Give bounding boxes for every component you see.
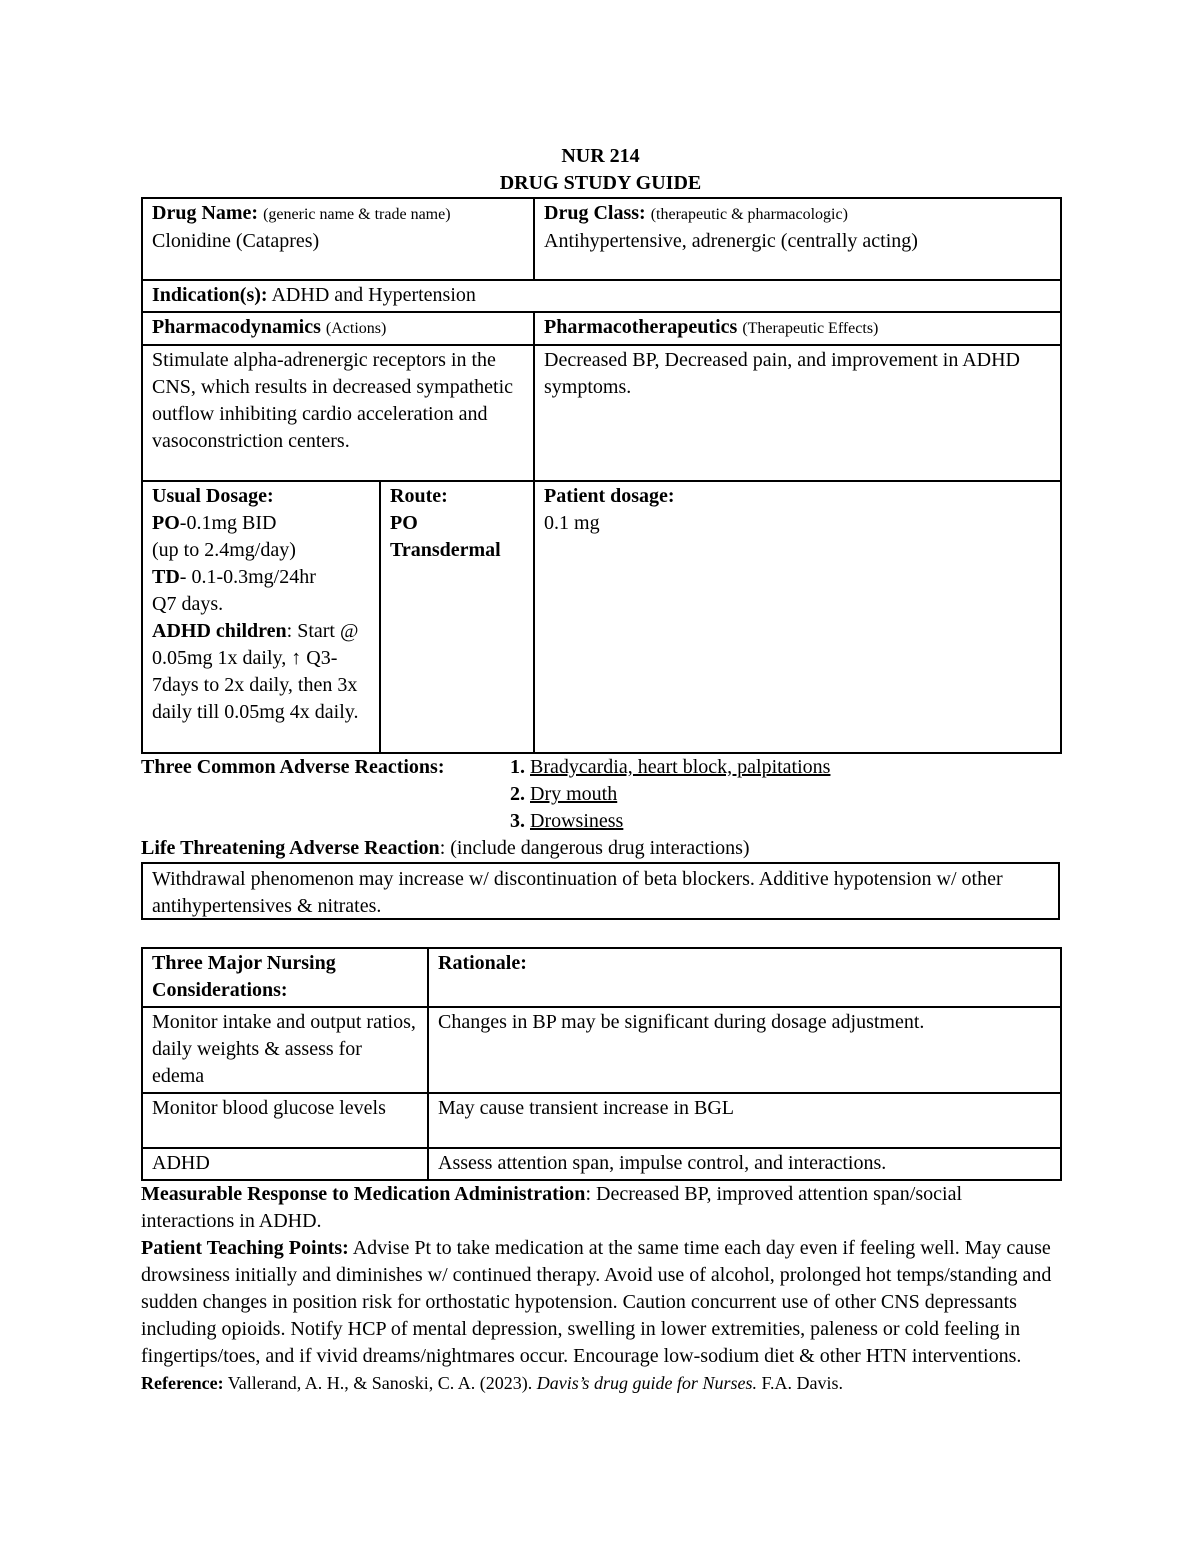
adverse-item-number: 2. [510,783,525,805]
life-threatening-label: Life Threatening Adverse Reaction [141,837,440,859]
reference [141,1370,1060,1397]
indication-cell [142,280,1061,312]
route-cell [380,481,534,753]
consideration-cell: Monitor blood glucose levels [142,1093,428,1148]
patient-dosage-cell [534,481,1061,753]
pharmacodynamics-cell [142,345,534,481]
drug-info-table [141,197,1062,754]
route-transdermal: Transdermal [390,539,501,561]
indication-value: ADHD and Hypertension [271,284,476,306]
drug-class-value: Antihypertensive, adrenergic (centrally acting) [544,230,918,252]
table-row [142,1007,1061,1093]
pharmacotherapeutics-hint: (Therapeutic Effects) [742,320,879,337]
adverse-item-number: 1. [510,756,525,778]
reference-title: Davis’s drug guide for Nurses. [536,1373,757,1393]
adverse-label: Three Common Adverse Reactions: [141,756,445,778]
life-threatening-value: Withdrawal phenomenon may increase w/ discontinuation of beta blockers. Additive hypotension w/ other antihypertensives & nitrates. [152,868,1003,917]
adverse-item [141,754,1060,781]
measurable-response [141,1181,1060,1235]
drug-name-value: Clonidine (Catapres) [152,230,320,252]
patient-dosage-value: 0.1 mg [544,512,600,534]
route-label: Route: [390,485,448,507]
pharmacotherapeutics-value: Decreased BP, Decreased pain, and improvement in ADHD symptoms. [544,349,1020,398]
drug-study-guide [141,143,1060,1397]
table-row [142,1093,1061,1148]
life-threatening-box [141,862,1060,920]
rationale-col-header: Rationale: [428,948,1061,1007]
adverse-item [141,781,1060,808]
rationale-cell: Changes in BP may be significant during dosage adjustment. [428,1007,1061,1093]
drug-name-label: Drug Name: [152,202,259,224]
course-code: NUR 214 [561,145,640,167]
adhd-children-value: : Start @ 0.05mg 1x daily, ↑ Q3-7days to 2x daily, then 3x daily till 0.05mg 4x daily. [152,620,359,723]
header [141,143,1060,197]
pharmacodynamics-label: Pharmacodynamics [152,316,321,338]
adverse-item-text: Dry mouth [530,783,618,805]
measurable-label: Measurable Response to Medication Administration [141,1183,586,1205]
usual-dosage-cell [142,481,380,753]
patient-dosage-label: Patient dosage: [544,485,675,507]
adverse-item-text: Drowsiness [530,810,624,832]
po-value: -0.1mg BID [179,512,277,534]
drug-name-cell [142,198,534,280]
drug-name-hint: (generic name & trade name) [263,206,451,223]
consideration-cell: Monitor intake and output ratios, daily weights & assess for edema [142,1007,428,1093]
pharmacotherapeutics-cell [534,345,1061,481]
drug-class-hint: (therapeutic & pharmacologic) [650,206,848,223]
pharmacotherapeutics-header [534,312,1061,345]
nursing-col-header: Three Major Nursing Considerations: [142,948,428,1007]
drug-class-label: Drug Class: [544,202,646,224]
reference-authors: Vallerand, A. H., & Sanoski, C. A. (2023). [223,1373,537,1393]
rationale-cell: May cause transient increase in BGL [428,1093,1061,1148]
adverse-reactions [141,754,1060,835]
usual-dosage-label: Usual Dosage: [152,485,274,507]
td-frequency: Q7 days. [152,593,224,615]
po-max: (up to 2.4mg/day) [152,539,296,561]
rationale-cell: Assess attention span, impulse control, and interactions. [428,1148,1061,1180]
teaching-value: Advise Pt to take medication at the same time each day even if feeling well. May cause drowsiness initially and diminishes w/ continued therapy. Avoid use of alcohol, prolonged hot temps/standing and sudden changes in position risk for orthostatic hypotension. Caution concurrent use of other CNS depressants including opioids. Notify HCP of mental depression, swelling in lower extremities, paleness or cold feeling in fingertips/toes, and if vivid dreams/nightmares occur. Encourage low-sodium diet & other HTN interventions. [141,1237,1052,1367]
reference-publisher: F.A. Davis. [756,1373,844,1393]
pharmacodynamics-hint: (Actions) [325,320,387,337]
measurable-value: : Decreased BP, improved attention span/social interactions in ADHD. [141,1183,963,1232]
document-title: DRUG STUDY GUIDE [499,172,702,194]
pharmacodynamics-header [142,312,534,345]
td-value: - 0.1-0.3mg/24hr [179,566,316,588]
consideration-cell: ADHD [142,1148,428,1180]
drug-class-cell [534,198,1061,280]
pharmacodynamics-value: Stimulate alpha-adrenergic receptors in the CNS, which results in decreased sympathetic outflow inhibiting cardio acceleration and vasoconstriction centers. [152,349,514,452]
adverse-item-number: 3. [510,810,525,832]
adverse-item [141,808,1060,835]
nursing-considerations-table [141,947,1062,1181]
indication-label: Indication(s): [152,284,268,306]
reference-label: Reference: [141,1373,224,1393]
life-threatening-heading [141,835,1060,862]
td-label: TD [152,566,180,588]
patient-teaching [141,1235,1060,1370]
pharmacotherapeutics-label: Pharmacotherapeutics [544,316,738,338]
po-label: PO [152,512,180,534]
life-threatening-hint: : (include dangerous drug interactions) [439,837,750,859]
adverse-item-text: Bradycardia, heart block, palpitations [530,756,831,778]
teaching-label: Patient Teaching Points: [141,1237,349,1259]
table-row [142,1148,1061,1180]
route-po: PO [390,512,418,534]
adhd-children-label: ADHD children [152,620,287,642]
